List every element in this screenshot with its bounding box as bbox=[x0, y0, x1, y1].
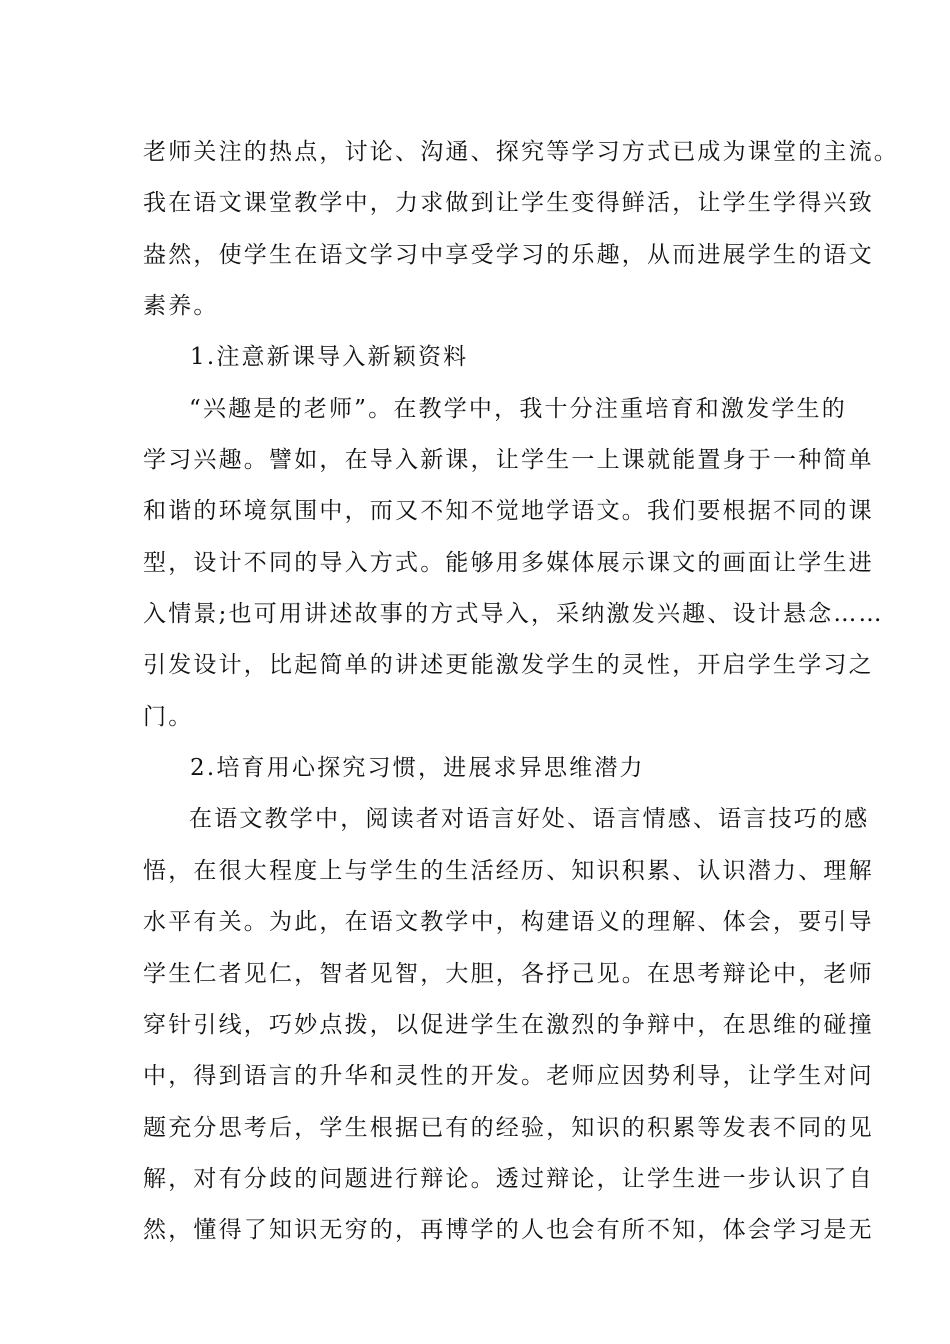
body-text-line: 老师关注的热点，讨论、沟通、探究等学习方式已成为课堂的主流。 bbox=[143, 139, 899, 165]
body-text-line: 门。 bbox=[143, 703, 194, 730]
body-text-line: 盎然，使学生在语文学习中享受学习的乐趣，从而进展学生的语文 bbox=[143, 241, 874, 268]
body-text-line: 解，对有分歧的问题进行辩论。透过辩论，让学生进一步认识了自 bbox=[143, 1165, 874, 1192]
body-text-line: 中，得到语言的升华和灵性的开发。老师应因势利导，让学生对问 bbox=[143, 1063, 874, 1090]
body-text-line: 水平有关。为此，在语文教学中，构建语义的理解、体会，要引导 bbox=[143, 909, 874, 936]
body-text-line: 在语文教学中，阅读者对语言好处、语言情感、语言技巧的感 bbox=[189, 806, 870, 833]
body-text-line: 型，设计不同的导入方式。能够用多媒体展示课文的画面让学生进 bbox=[143, 549, 874, 576]
section-heading: 1.注意新课导入新颖资料 bbox=[190, 344, 469, 371]
body-text-line: “兴趣是的老师”。在教学中，我十分注重培育和激发学生的 bbox=[189, 395, 847, 422]
body-text-line: 素养。 bbox=[143, 293, 219, 320]
body-text-line: 入情景;也可用讲述故事的方式导入，采纳激发兴趣、设计悬念…… bbox=[143, 601, 884, 628]
body-text-line: 然，懂得了知识无穷的，再博学的人也会有所不知，体会学习是无 bbox=[143, 1217, 874, 1244]
body-text-line: 和谐的环境氛围中，而又不知不觉地学语文。我们要根据不同的课 bbox=[143, 498, 874, 525]
body-text-line: 题充分思考后，学生根据已有的经验，知识的积累等发表不同的见 bbox=[143, 1114, 874, 1141]
body-text-line: 学生仁者见仁，智者见智，大胆，各抒己见。在思考辩论中，老师 bbox=[143, 960, 874, 987]
body-text-line: 引发设计，比起简单的讲述更能激发学生的灵性，开启学生学习之 bbox=[143, 652, 874, 679]
body-text-line: 学习兴趣。譬如，在导入新课，让学生一上课就能置身于一种简单 bbox=[143, 447, 874, 474]
body-text-line: 我在语文课堂教学中，力求做到让学生变得鲜活，让学生学得兴致 bbox=[143, 190, 874, 217]
body-text-line: 悟，在很大程度上与学生的生活经历、知识积累、认识潜力、理解 bbox=[143, 857, 874, 884]
document-body bbox=[143, 127, 899, 1257]
section-heading: 2.培育用心探究习惯，进展求异思维潜力 bbox=[190, 755, 645, 782]
body-text-line: 穿针引线，巧妙点拨，以促进学生在激烈的争辩中，在思维的碰撞 bbox=[143, 1011, 874, 1038]
